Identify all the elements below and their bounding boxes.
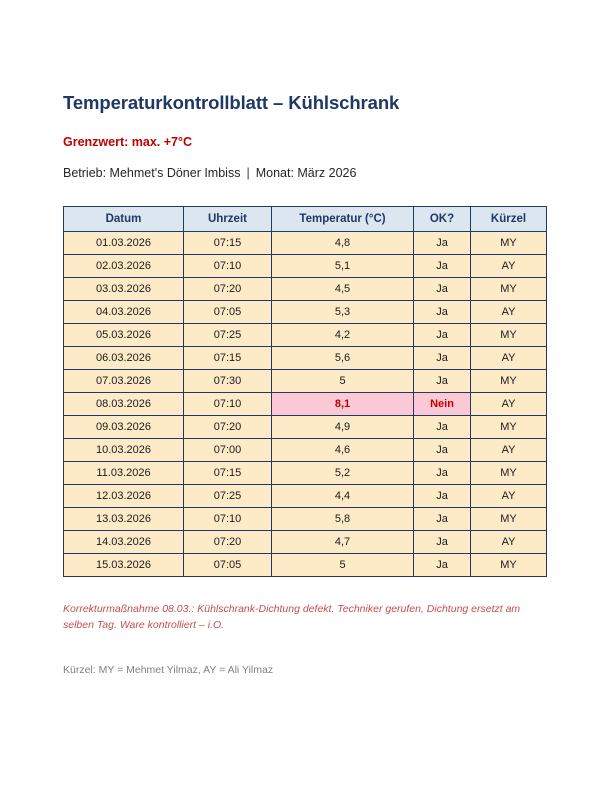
cell-temperatur: 5,6: [272, 347, 414, 370]
cell-ok: Ja: [414, 462, 471, 485]
table-row: [64, 232, 547, 255]
cell-temperatur: 4,7: [272, 531, 414, 554]
cell-kuerzel: AY: [471, 255, 547, 278]
cell-temperatur: 4,8: [272, 232, 414, 255]
table-row: [64, 393, 547, 416]
cell-uhrzeit: 07:10: [184, 508, 272, 531]
cell-kuerzel: AY: [471, 393, 547, 416]
temperature-log-table-wrapper: [63, 206, 546, 577]
cell-temperatur: 5,3: [272, 301, 414, 324]
cell-datum: 07.03.2026: [64, 370, 184, 393]
cell-datum: 03.03.2026: [64, 278, 184, 301]
cell-temperatur: 4,5: [272, 278, 414, 301]
document-meta-line: [63, 166, 546, 181]
temperature-log-table: [63, 206, 547, 577]
initials-legend: Kürzel: MY = Mehmet Yilmaz, AY = Ali Yilmaz: [63, 663, 274, 676]
cell-uhrzeit: 07:00: [184, 439, 272, 462]
cell-datum: 01.03.2026: [64, 232, 184, 255]
column-header-kuerzel: Kürzel: [471, 207, 547, 232]
cell-datum: 05.03.2026: [64, 324, 184, 347]
table-row: [64, 416, 547, 439]
cell-datum: 12.03.2026: [64, 485, 184, 508]
table-row: [64, 485, 547, 508]
cell-uhrzeit: 07:25: [184, 324, 272, 347]
column-header-uhrzeit: Uhrzeit: [184, 207, 272, 232]
table-row: [64, 324, 547, 347]
cell-datum: 13.03.2026: [64, 508, 184, 531]
table-row: [64, 508, 547, 531]
cell-kuerzel: MY: [471, 416, 547, 439]
cell-ok: Ja: [414, 324, 471, 347]
cell-kuerzel: AY: [471, 531, 547, 554]
column-header-datum: Datum: [64, 207, 184, 232]
meta-separator: |: [246, 166, 250, 181]
document-content: [63, 92, 546, 677]
cell-datum: 06.03.2026: [64, 347, 184, 370]
cell-datum: 10.03.2026: [64, 439, 184, 462]
cell-temperatur: 4,2: [272, 324, 414, 347]
cell-temperatur: 5: [272, 554, 414, 577]
cell-kuerzel: AY: [471, 439, 547, 462]
table-header-row: [64, 207, 547, 232]
cell-ok: Ja: [414, 370, 471, 393]
cell-kuerzel: AY: [471, 485, 547, 508]
cell-temperatur: 4,4: [272, 485, 414, 508]
correction-note: Korrekturmaßnahme 08.03.: Kühlschrank-Dichtung defekt. Techniker gerufen, Dichtung ersetzt am selben Tag. Ware kontrolliert – i.O.: [63, 603, 521, 632]
cell-kuerzel: MY: [471, 324, 547, 347]
cell-temperatur: 4,6: [272, 439, 414, 462]
cell-uhrzeit: 07:15: [184, 347, 272, 370]
page-title: Temperaturkontrollblatt – Kühlschrank: [63, 92, 400, 113]
cell-uhrzeit: 07:20: [184, 416, 272, 439]
cell-datum: 09.03.2026: [64, 416, 184, 439]
month-label: Monat: März 2026: [255, 166, 357, 181]
cell-ok: Ja: [414, 439, 471, 462]
cell-kuerzel: MY: [471, 232, 547, 255]
table-row: [64, 278, 547, 301]
cell-datum: 02.03.2026: [64, 255, 184, 278]
limit-value-line: Grenzwert: max. +7°C: [63, 135, 193, 150]
cell-kuerzel: MY: [471, 370, 547, 393]
column-header-ok: OK?: [414, 207, 471, 232]
cell-uhrzeit: 07:05: [184, 301, 272, 324]
table-row: [64, 554, 547, 577]
table-row: [64, 439, 547, 462]
table-row: [64, 255, 547, 278]
cell-datum: 08.03.2026: [64, 393, 184, 416]
cell-kuerzel: MY: [471, 554, 547, 577]
table-row: [64, 462, 547, 485]
cell-uhrzeit: 07:05: [184, 554, 272, 577]
cell-temperatur: 5,1: [272, 255, 414, 278]
cell-uhrzeit: 07:15: [184, 462, 272, 485]
cell-kuerzel: AY: [471, 347, 547, 370]
cell-kuerzel: MY: [471, 278, 547, 301]
table-row: [64, 531, 547, 554]
cell-datum: 04.03.2026: [64, 301, 184, 324]
cell-datum: 11.03.2026: [64, 462, 184, 485]
cell-temperatur: 5: [272, 370, 414, 393]
cell-uhrzeit: 07:10: [184, 393, 272, 416]
cell-ok: Ja: [414, 508, 471, 531]
cell-uhrzeit: 07:15: [184, 232, 272, 255]
cell-temperatur: 5,8: [272, 508, 414, 531]
table-body: [64, 232, 547, 577]
cell-ok: Ja: [414, 278, 471, 301]
cell-ok: Ja: [414, 485, 471, 508]
cell-datum: 14.03.2026: [64, 531, 184, 554]
cell-temperatur: 4,9: [272, 416, 414, 439]
table-row: [64, 370, 547, 393]
table-row: [64, 301, 547, 324]
cell-ok: Ja: [414, 347, 471, 370]
business-name: Betrieb: Mehmet's Döner Imbiss: [63, 166, 241, 181]
cell-ok: Ja: [414, 232, 471, 255]
cell-uhrzeit: 07:10: [184, 255, 272, 278]
cell-uhrzeit: 07:20: [184, 531, 272, 554]
cell-kuerzel: MY: [471, 462, 547, 485]
cell-ok: Ja: [414, 301, 471, 324]
cell-uhrzeit: 07:25: [184, 485, 272, 508]
cell-ok: Ja: [414, 416, 471, 439]
cell-uhrzeit: 07:30: [184, 370, 272, 393]
cell-datum: 15.03.2026: [64, 554, 184, 577]
cell-kuerzel: MY: [471, 508, 547, 531]
cell-temperatur: 5,2: [272, 462, 414, 485]
column-header-temperatur: Temperatur (°C): [272, 207, 414, 232]
cell-kuerzel: AY: [471, 301, 547, 324]
cell-ok: Ja: [414, 554, 471, 577]
cell-ok: Ja: [414, 255, 471, 278]
cell-uhrzeit: 07:20: [184, 278, 272, 301]
cell-ok: Nein: [414, 393, 471, 416]
table-row: [64, 347, 547, 370]
cell-ok: Ja: [414, 531, 471, 554]
cell-temperatur: 8,1: [272, 393, 414, 416]
